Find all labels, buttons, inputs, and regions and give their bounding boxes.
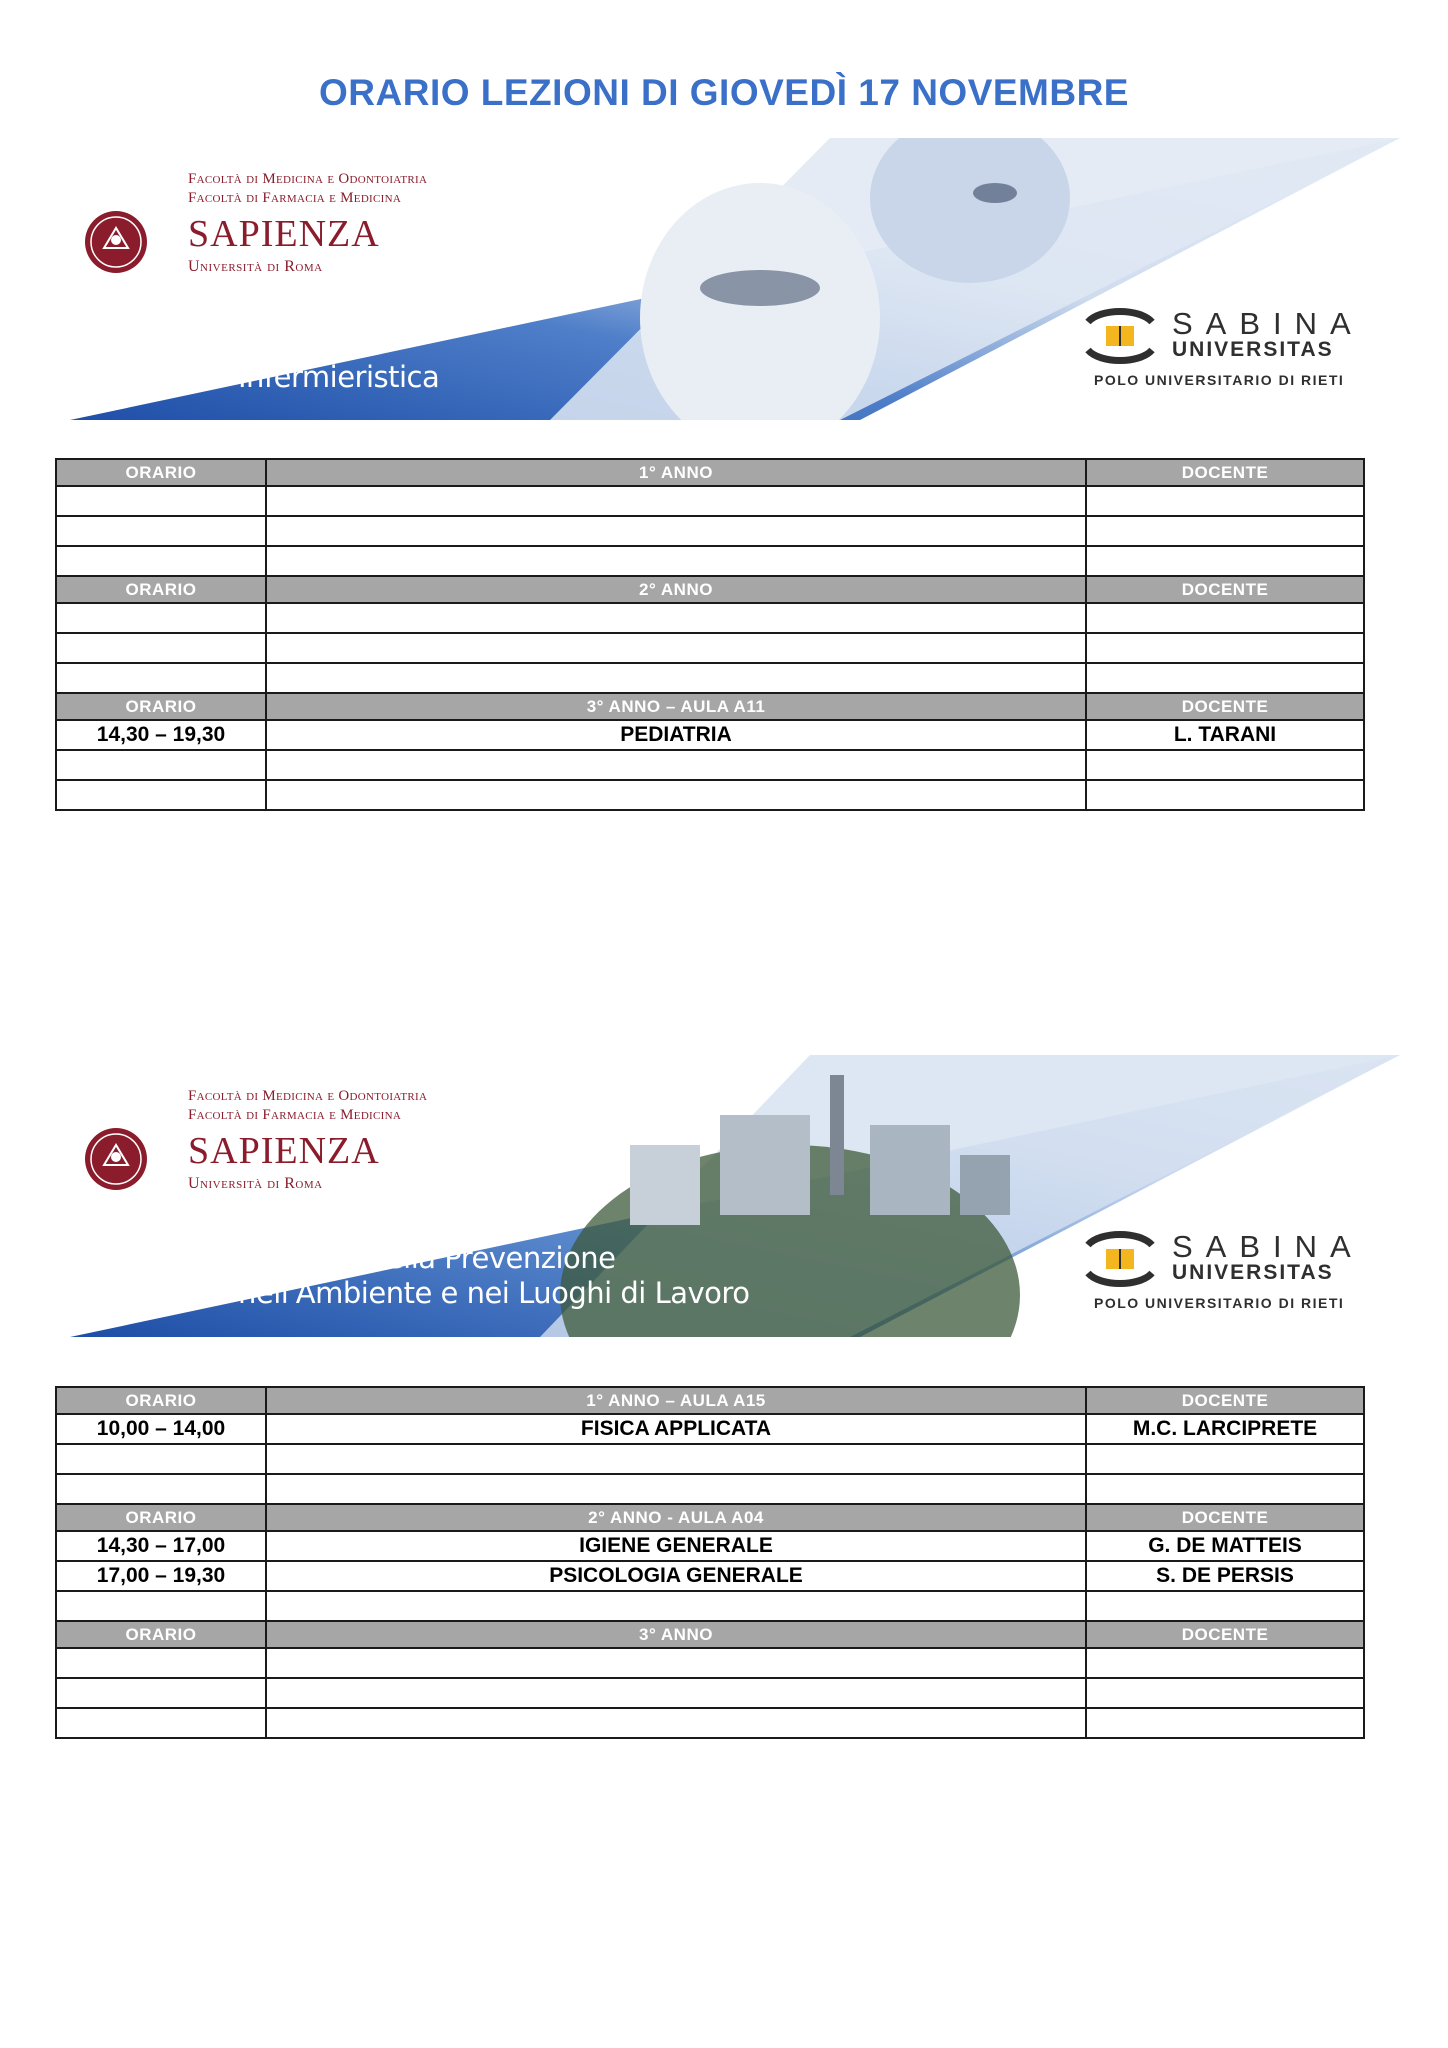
course-line: Tecniche della Prevenzione	[238, 1241, 616, 1275]
header-docente: DOCENTE	[1086, 693, 1364, 720]
table-row	[56, 1561, 1364, 1591]
cell-materia: PEDIATRIA	[266, 720, 1086, 750]
sapienza-sub: Università di Roma	[188, 1175, 323, 1192]
sapienza-sub: Università di Roma	[188, 258, 323, 275]
cell-docente	[1086, 1591, 1364, 1621]
header-anno: 2° ANNO - AULA A04	[266, 1504, 1086, 1531]
cell-materia: PSICOLOGIA GENERALE	[266, 1561, 1086, 1591]
header-docente: DOCENTE	[1086, 576, 1364, 603]
cell-materia	[266, 663, 1086, 693]
sapienza-seal-icon	[84, 1127, 148, 1191]
header-docente: DOCENTE	[1086, 1504, 1364, 1531]
table-header-row	[56, 693, 1364, 720]
table-row	[56, 1474, 1364, 1504]
table-row	[56, 1648, 1364, 1678]
header-orario: ORARIO	[56, 1621, 266, 1648]
cell-orario	[56, 750, 266, 780]
cell-orario	[56, 1648, 266, 1678]
faculty-line-1: Facoltà di Medicina e Odontoiatria	[188, 171, 428, 187]
cell-materia: IGIENE GENERALE	[266, 1531, 1086, 1561]
cell-materia	[266, 1648, 1086, 1678]
cell-orario	[56, 516, 266, 546]
cell-orario	[56, 1708, 266, 1738]
cell-orario	[56, 1591, 266, 1621]
cell-docente	[1086, 486, 1364, 516]
cell-docente	[1086, 516, 1364, 546]
cell-orario	[56, 633, 266, 663]
header-orario: ORARIO	[56, 576, 266, 603]
header-orario: ORARIO	[56, 693, 266, 720]
banner-tecniche-prevenzione	[70, 1055, 1400, 1337]
faculty-lines	[188, 1087, 548, 1125]
sabina-sub: UNIVERSITAS	[1172, 1261, 1334, 1284]
sabina-book-icon	[1080, 1231, 1160, 1287]
cell-materia	[266, 546, 1086, 576]
table-row	[56, 1678, 1364, 1708]
table-row	[56, 1708, 1364, 1738]
cell-docente: L. TARANI	[1086, 720, 1364, 750]
header-anno: 1° ANNO – AULA A15	[266, 1387, 1086, 1414]
sabina-logo-block	[1080, 308, 1380, 398]
sapienza-name: SAPIENZA	[188, 213, 380, 255]
sabina-sub: UNIVERSITAS	[1172, 338, 1334, 361]
cell-materia	[266, 486, 1086, 516]
table-header-row	[56, 1387, 1364, 1414]
cell-orario	[56, 780, 266, 810]
cell-materia	[266, 1444, 1086, 1474]
header-anno: 2° ANNO	[266, 576, 1086, 603]
cell-materia	[266, 1474, 1086, 1504]
sabina-name: SABINA	[1172, 306, 1364, 341]
cell-materia	[266, 1708, 1086, 1738]
sapienza-name: SAPIENZA	[188, 1130, 380, 1172]
table-header-row	[56, 1504, 1364, 1531]
cell-docente	[1086, 780, 1364, 810]
cell-orario	[56, 486, 266, 516]
header-orario: ORARIO	[56, 459, 266, 486]
course-line: nell'Ambiente e nei Luoghi di Lavoro	[238, 1276, 750, 1310]
table-row	[56, 750, 1364, 780]
table-row	[56, 603, 1364, 633]
cell-materia	[266, 1678, 1086, 1708]
page-title: ORARIO LEZIONI DI GIOVEDÌ 17 NOVEMBRE	[319, 72, 1129, 113]
cell-docente: M.C. LARCIPRETE	[1086, 1414, 1364, 1444]
faculty-line-2: Facoltà di Farmacia e Medicina	[188, 190, 402, 206]
table-header-row	[56, 1621, 1364, 1648]
header-orario: ORARIO	[56, 1387, 266, 1414]
table-row	[56, 780, 1364, 810]
sabina-polo: POLO UNIVERSITARIO DI RIETI	[1094, 1295, 1345, 1311]
cell-orario	[56, 603, 266, 633]
table-row	[56, 1444, 1364, 1474]
header-anno: 3° ANNO – AULA A11	[266, 693, 1086, 720]
cell-materia: FISICA APPLICATA	[266, 1414, 1086, 1444]
cell-docente	[1086, 750, 1364, 780]
cell-orario: 17,00 – 19,30	[56, 1561, 266, 1591]
table-header-row	[56, 459, 1364, 486]
cell-orario	[56, 546, 266, 576]
table-row	[56, 1531, 1364, 1561]
table-header-row	[56, 576, 1364, 603]
course-name	[238, 1241, 749, 1311]
header-docente: DOCENTE	[1086, 459, 1364, 486]
table-row	[56, 663, 1364, 693]
sabina-logo-block	[1080, 1231, 1380, 1321]
cell-materia	[266, 633, 1086, 663]
cell-orario: 14,30 – 17,00	[56, 1531, 266, 1561]
table-row	[56, 1414, 1364, 1444]
cell-docente	[1086, 546, 1364, 576]
course-line: Infermieristica	[238, 360, 440, 394]
header-docente: DOCENTE	[1086, 1621, 1364, 1648]
cell-docente	[1086, 1678, 1364, 1708]
cell-docente	[1086, 633, 1364, 663]
cell-docente	[1086, 1444, 1364, 1474]
cell-docente: G. DE MATTEIS	[1086, 1531, 1364, 1561]
cell-materia	[266, 780, 1086, 810]
cell-materia	[266, 516, 1086, 546]
header-anno: 3° ANNO	[266, 1621, 1086, 1648]
table-row	[56, 486, 1364, 516]
cell-orario: 14,30 – 19,30	[56, 720, 266, 750]
table-row	[56, 546, 1364, 576]
faculty-lines	[188, 170, 548, 208]
cell-materia	[266, 603, 1086, 633]
cell-docente: S. DE PERSIS	[1086, 1561, 1364, 1591]
cell-materia	[266, 750, 1086, 780]
cell-orario	[56, 663, 266, 693]
header-docente: DOCENTE	[1086, 1387, 1364, 1414]
cell-orario	[56, 1474, 266, 1504]
sapienza-seal-icon	[84, 210, 148, 274]
cell-orario	[56, 1678, 266, 1708]
table-row	[56, 720, 1364, 750]
sabina-name: SABINA	[1172, 1229, 1364, 1264]
banner-infermieristica	[70, 138, 1400, 420]
faculty-line-1: Facoltà di Medicina e Odontoiatria	[188, 1088, 428, 1104]
cell-orario	[56, 1444, 266, 1474]
cell-docente	[1086, 1474, 1364, 1504]
cell-materia	[266, 1591, 1086, 1621]
header-orario: ORARIO	[56, 1504, 266, 1531]
cell-docente	[1086, 603, 1364, 633]
table-row	[56, 1591, 1364, 1621]
schedule-table-infermieristica	[55, 458, 1365, 811]
schedule-table-tecniche-prevenzione	[55, 1386, 1365, 1739]
cell-docente	[1086, 1708, 1364, 1738]
table-row	[56, 633, 1364, 663]
course-name	[238, 360, 439, 395]
cell-docente	[1086, 1648, 1364, 1678]
sabina-polo: POLO UNIVERSITARIO DI RIETI	[1094, 372, 1345, 388]
sabina-book-icon	[1080, 308, 1160, 364]
faculty-line-2: Facoltà di Farmacia e Medicina	[188, 1107, 402, 1123]
header-anno: 1° ANNO	[266, 459, 1086, 486]
cell-orario: 10,00 – 14,00	[56, 1414, 266, 1444]
cell-docente	[1086, 663, 1364, 693]
table-row	[56, 516, 1364, 546]
